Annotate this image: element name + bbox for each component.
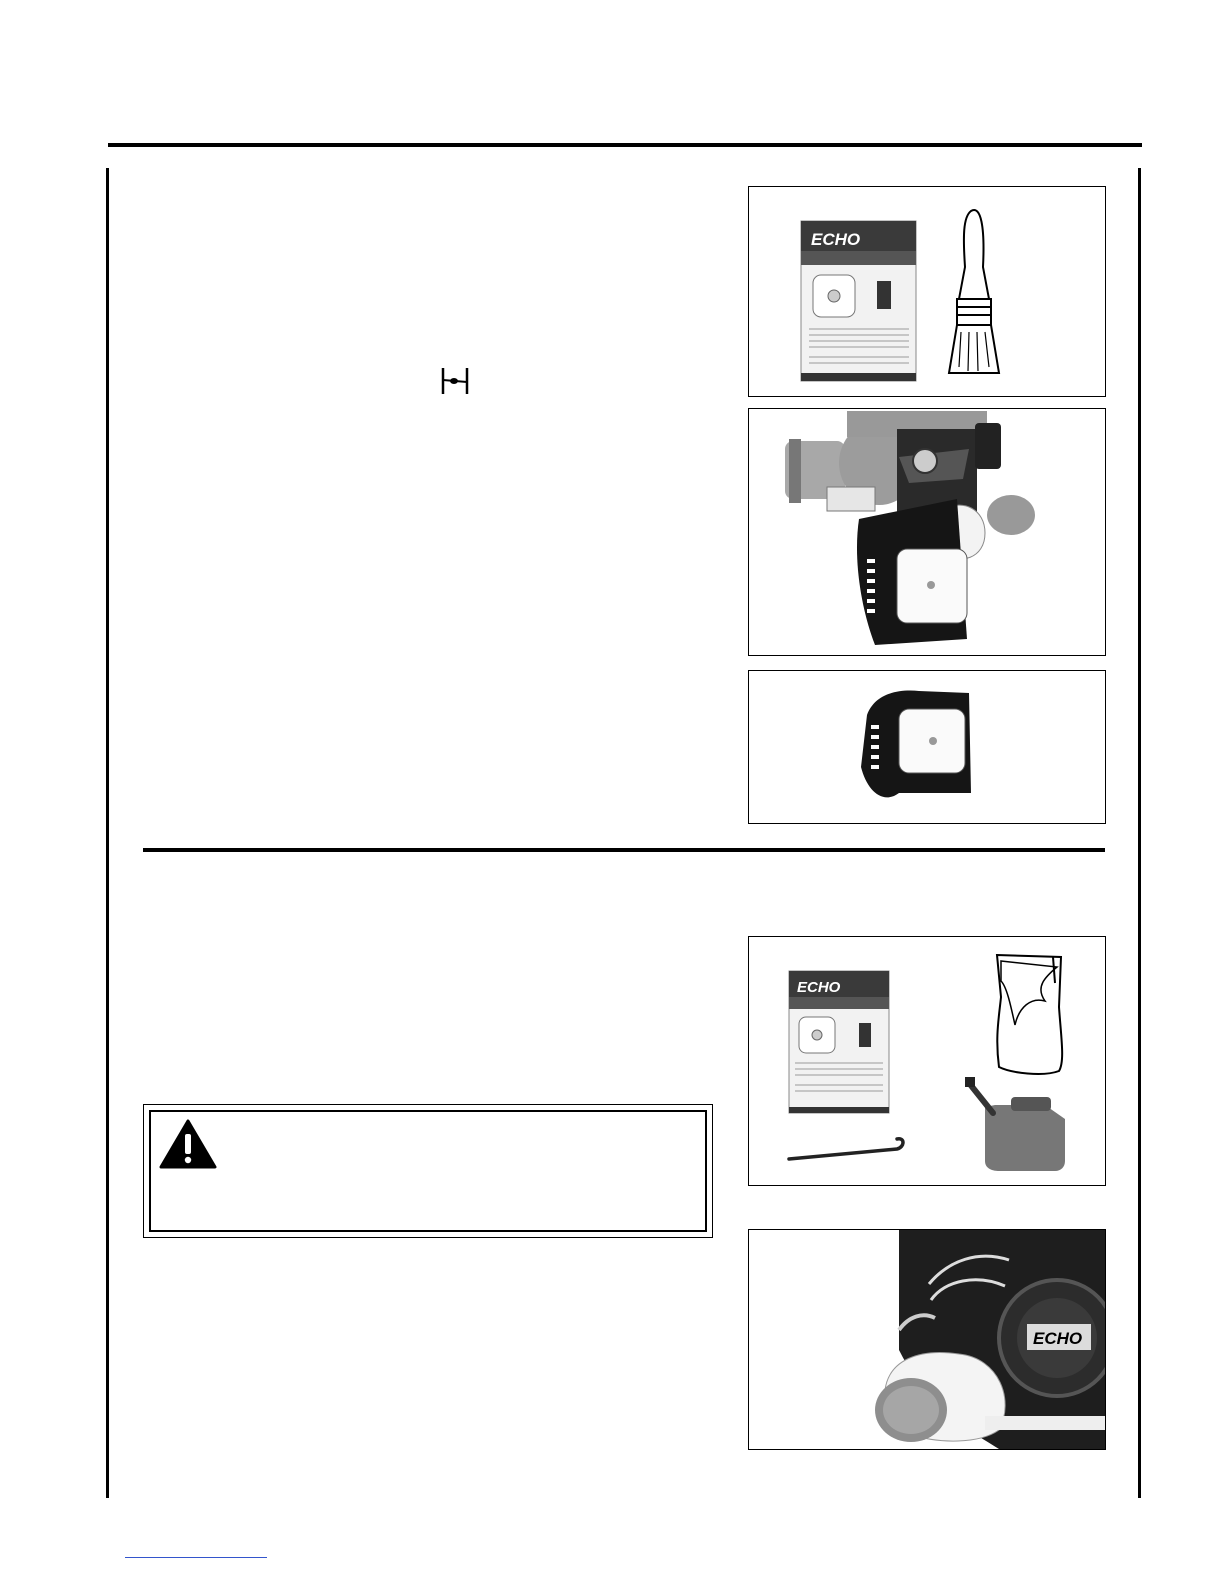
warning-box [143,1104,713,1238]
figure-kit-rag-hook-fuel-can [748,936,1106,1186]
footer-link-underline[interactable] [125,1557,267,1558]
warning-triangle-icon [159,1119,217,1169]
kit-brand-text: ECHO [797,979,841,996]
figure-air-filter-in-cover [748,670,1106,824]
kit-brand-text: ECHO [811,230,861,249]
section-divider [143,848,1105,852]
echo-kit-package-icon [789,971,889,1113]
right-border [1138,168,1141,1498]
engine-fuel-tank-icon [749,1230,1105,1449]
wire-hook-icon [789,1139,903,1159]
warning-box-inner [149,1110,707,1232]
echo-kit-package-icon [801,221,916,381]
engine-unit-icon [749,409,1105,655]
rag-icon [997,955,1062,1074]
figure-engine-fuel-tank [748,1229,1106,1450]
figure-engine-air-filter-cover [748,408,1106,656]
engine-brand-text: ECHO [1033,1329,1083,1348]
choke-position-icon [440,366,470,396]
fuel-can-icon [965,1077,1065,1171]
left-border [106,168,109,1498]
paint-brush-icon [949,210,999,373]
filter-cover-icon [749,671,1105,823]
top-rule [108,143,1142,147]
figure-tune-up-kit-and-brush [748,186,1106,397]
